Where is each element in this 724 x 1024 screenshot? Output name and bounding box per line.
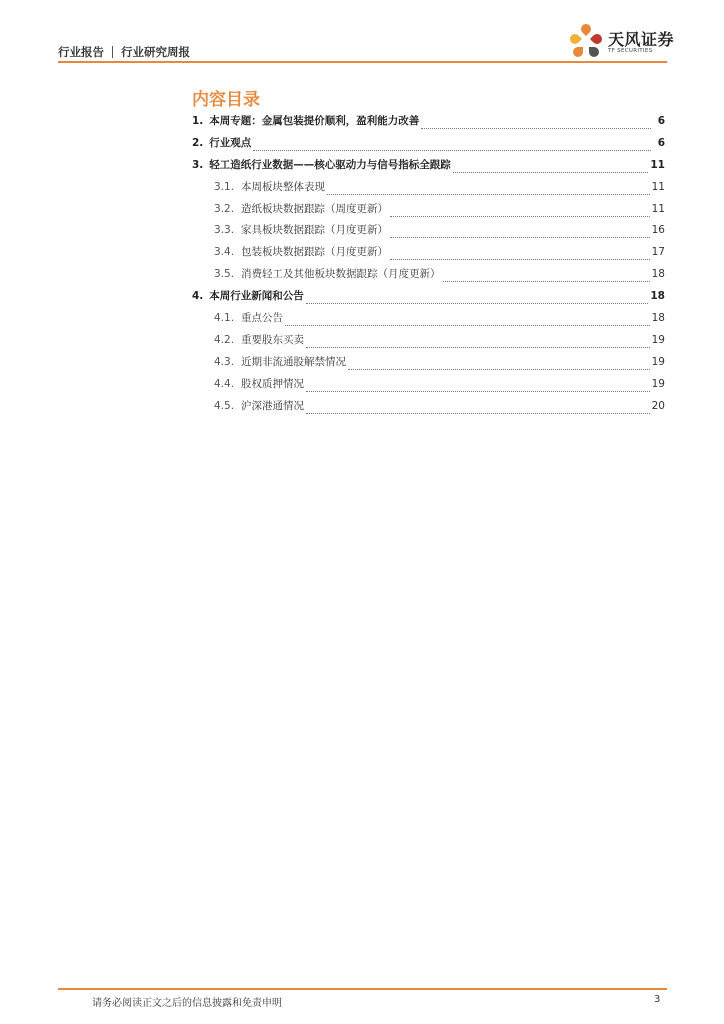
header-separator <box>112 46 113 58</box>
toc-entry-number: 4.2. <box>214 333 235 346</box>
toc-entry-title[interactable]: 重点公告 <box>241 312 284 325</box>
toc-entry-title[interactable]: 重要股东买卖 <box>241 333 305 346</box>
toc-entry-page[interactable]: 19 <box>651 377 665 390</box>
toc-dot-leader <box>390 236 650 238</box>
toc-entry-title[interactable]: 本周专题：金属包装提价顺利，盈利能力改善 <box>209 115 420 127</box>
toc-entry[interactable] <box>192 201 665 223</box>
toc-dot-leader <box>390 258 650 260</box>
toc-dot-leader <box>306 346 650 348</box>
report-type-label: 行业报告 <box>58 45 104 59</box>
toc-entry-number: 4.3. <box>214 355 235 368</box>
toc-entry-page[interactable]: 19 <box>651 333 665 346</box>
toc-entry-number: 3. <box>192 158 204 171</box>
toc-entry-number: 3.5. <box>214 268 235 281</box>
toc-entry[interactable] <box>192 244 665 266</box>
footer-divider <box>58 988 667 990</box>
toc-entry-page[interactable]: 6 <box>657 136 665 149</box>
table-of-contents <box>192 113 665 419</box>
page-number: 3 <box>654 994 661 1005</box>
toc-entry-title[interactable]: 本周板块整体表现 <box>241 180 326 193</box>
toc-dot-leader <box>421 127 651 129</box>
toc-entry-title[interactable]: 造纸板块数据跟踪（周度更新） <box>241 202 389 215</box>
toc-entry-number: 3.3. <box>214 224 235 237</box>
toc-entry-number: 1. <box>192 115 204 127</box>
toc-entry-page[interactable]: 17 <box>651 246 665 259</box>
toc-dot-leader <box>443 280 650 282</box>
toc-entry-number: 4.4. <box>214 377 235 390</box>
toc-dot-leader <box>390 215 650 217</box>
company-logo <box>568 24 674 60</box>
toc-entry[interactable] <box>192 157 665 179</box>
toc-entry-page[interactable]: 11 <box>650 158 665 171</box>
toc-entry-number: 2. <box>192 136 204 149</box>
toc-entry-title[interactable]: 轻工造纸行业数据——核心驱动力与信号指标全跟踪 <box>209 158 451 171</box>
header-divider <box>58 61 667 63</box>
logo-name-cn: 天风证券 <box>608 29 675 49</box>
toc-entry-number: 4. <box>192 290 204 303</box>
toc-entry-title[interactable]: 本周行业新闻和公告 <box>209 290 304 303</box>
toc-entry[interactable] <box>192 354 665 376</box>
toc-entry[interactable] <box>192 288 665 310</box>
toc-entry-title[interactable]: 家具板块数据跟踪（月度更新） <box>241 224 389 237</box>
toc-entry-page[interactable]: 6 <box>657 115 665 127</box>
toc-entry-page[interactable]: 20 <box>651 399 665 412</box>
toc-entry[interactable] <box>192 398 665 420</box>
toc-dot-leader <box>253 149 651 151</box>
toc-dot-leader <box>327 193 650 195</box>
toc-entry[interactable] <box>192 222 665 244</box>
toc-entry-page[interactable]: 11 <box>651 180 665 193</box>
toc-entry-number: 4.1. <box>214 312 235 325</box>
toc-entry[interactable] <box>192 310 665 332</box>
toc-dot-leader <box>306 302 649 304</box>
toc-dot-leader <box>306 412 650 414</box>
toc-entry-number: 4.5. <box>214 399 235 412</box>
toc-entry-title[interactable]: 行业观点 <box>209 136 252 149</box>
toc-dot-leader <box>453 171 649 173</box>
toc-entry[interactable] <box>192 376 665 398</box>
toc-entry-page[interactable]: 18 <box>650 290 665 303</box>
toc-dot-leader <box>306 390 650 392</box>
toc-entry[interactable] <box>192 113 665 135</box>
toc-entry-page[interactable]: 16 <box>651 224 665 237</box>
toc-entry-page[interactable]: 19 <box>651 355 665 368</box>
toc-entry[interactable] <box>192 266 665 288</box>
toc-entry-number: 3.1. <box>214 180 235 193</box>
toc-entry[interactable] <box>192 332 665 354</box>
toc-dot-leader <box>285 324 650 326</box>
toc-entry-number: 3.4. <box>214 246 235 259</box>
toc-entry[interactable] <box>192 135 665 157</box>
toc-entry[interactable] <box>192 179 665 201</box>
toc-entry-title[interactable]: 包装板块数据跟踪（月度更新） <box>241 246 389 259</box>
toc-entry-title[interactable]: 沪深港通情况 <box>241 399 305 412</box>
toc-entry-title[interactable]: 消费轻工及其他板块数据跟踪（月度更新） <box>241 268 441 281</box>
logo-name-en: TF SECURITIES <box>608 47 653 54</box>
toc-entry-title[interactable]: 股权质押情况 <box>241 377 305 390</box>
toc-entry-page[interactable]: 11 <box>651 202 665 215</box>
toc-title: 内容目录 <box>192 90 260 110</box>
toc-entry-page[interactable]: 18 <box>651 312 665 325</box>
page-header <box>58 44 190 60</box>
report-subtype-label: 行业研究周报 <box>121 45 190 59</box>
toc-entry-page[interactable]: 18 <box>651 268 665 281</box>
toc-entry-title[interactable]: 近期非流通股解禁情况 <box>241 355 347 368</box>
toc-dot-leader <box>348 368 650 370</box>
footer-disclaimer: 请务必阅读正文之后的信息披露和免责申明 <box>92 998 282 1009</box>
flower-logo-icon <box>568 24 604 60</box>
toc-entry-number: 3.2. <box>214 202 235 215</box>
